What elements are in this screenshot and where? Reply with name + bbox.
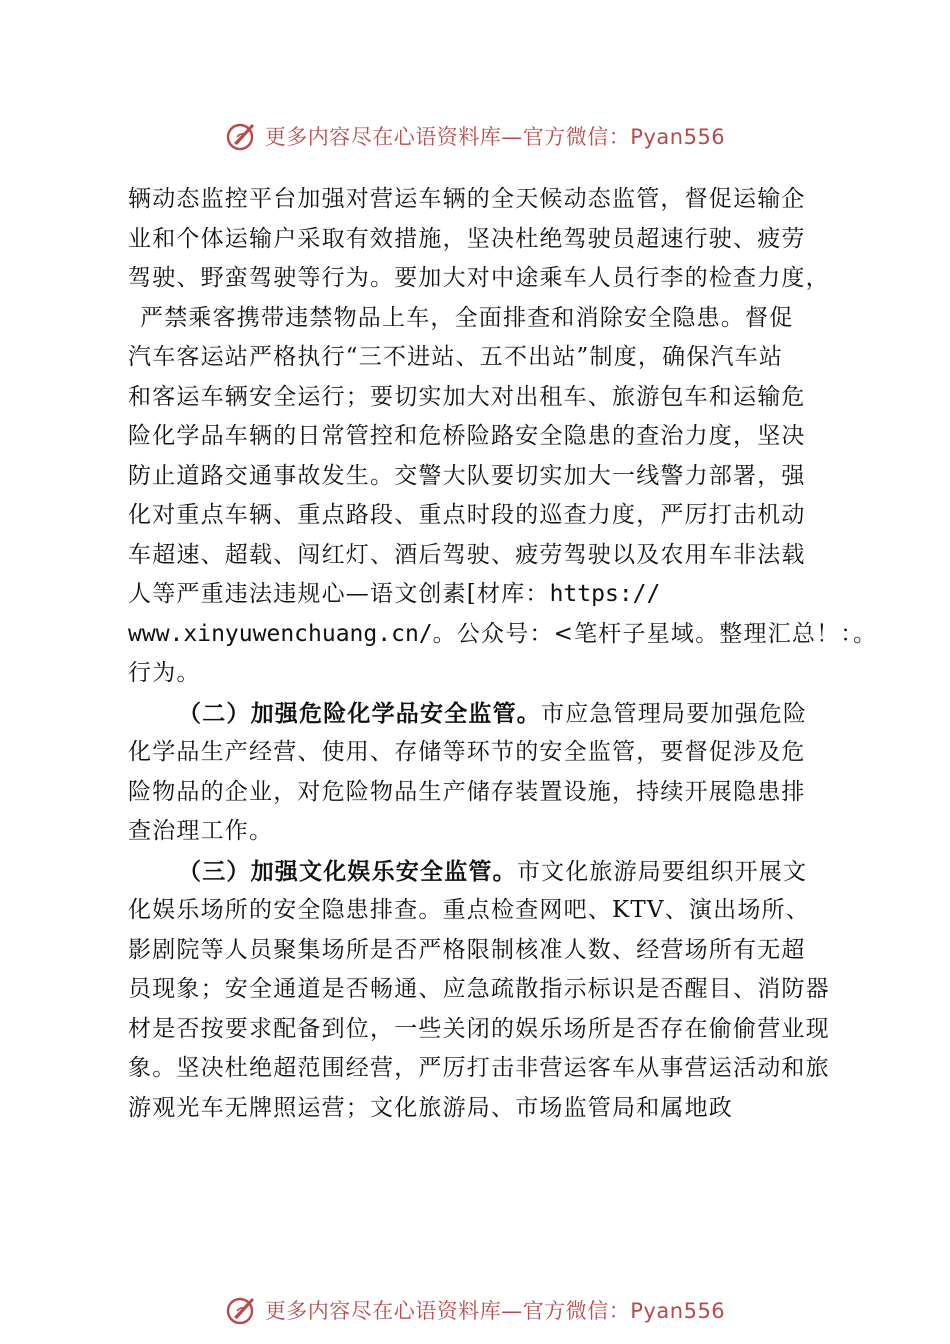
text-line: 辆动态监控平台加强对营运车辆的全天候动态监管，督促运输企 bbox=[128, 186, 806, 212]
text-line: 驾驶、野蛮驾驶等行为。要加大对中途乘车人员行李的检查力度， bbox=[128, 265, 830, 291]
text-line: 查治理工作。 bbox=[128, 818, 274, 844]
text-line: 游观光车无牌照运营；文化旅游局、市场监管局和属地政 bbox=[128, 1094, 733, 1121]
text-line: 和客运车辆安全运行；要切实加大对出租车、旅游包车和运输危 bbox=[128, 383, 806, 410]
url-segment: https:// bbox=[549, 581, 661, 607]
text-line: 汽车客运站严格执行“三不进站、五不出站”制度，确保汽车站 bbox=[128, 344, 784, 370]
banner-text: 更多内容尽在心语资料库—官方微信：Pyan556 bbox=[264, 125, 726, 149]
document-body bbox=[128, 180, 878, 1128]
section-2-first-line bbox=[128, 694, 848, 734]
text-line: 员现象；安全通道是否畅通、应急疏散指示标识是否醒目、消防器 bbox=[128, 976, 830, 1002]
section-3-first-line bbox=[128, 852, 848, 892]
text-line bbox=[128, 575, 848, 615]
text-segment: 。公众号：<笔杆子星域。整理汇总！：。 bbox=[432, 620, 878, 647]
quill-logo-icon bbox=[225, 119, 259, 153]
footer-banner bbox=[0, 1290, 950, 1330]
text-line: 化对重点车辆、重点路段、重点时段的巡查力度，严厉打击机动 bbox=[128, 502, 806, 528]
quill-logo-icon bbox=[225, 1293, 259, 1327]
text-line: 影剧院等人员聚集场所是否严格限制核准人数、经营场所有无超 bbox=[128, 936, 806, 963]
text-segment: 市文化旅游局要组织开展文 bbox=[516, 858, 808, 885]
text-line: 象。坚决杜绝超范围经营，严厉打击非营运客车从事营运活动和旅 bbox=[128, 1055, 830, 1081]
section-2-heading: （二）加强危险化学品安全监管。 bbox=[178, 699, 541, 727]
text-line: 车超速、超载、闯红灯、酒后驾驶、疲劳驾驶以及农用车非法载 bbox=[128, 541, 806, 568]
text-line: 严禁乘客携带违禁物品上车，全面排查和消除安全隐患。督促 bbox=[140, 304, 794, 331]
text-line: 化娱乐场所的安全隐患排查。重点检查网吧、KTV、演出场所、 bbox=[128, 897, 810, 923]
banner-text: 更多内容尽在心语资料库—官方微信：Pyan556 bbox=[264, 1299, 726, 1323]
text-line: 行为。 bbox=[128, 660, 201, 686]
text-line: 材是否按要求配备到位，一些关闭的娱乐场所是否存在偷偷营业现 bbox=[128, 1015, 830, 1042]
text-line: 险化学品车辆的日常管控和危桥险路安全隐患的查治力度，坚决 bbox=[128, 423, 806, 449]
text-line: 业和个体运输户采取有效措施，坚决杜绝驾驶员超速行驶、疲劳 bbox=[128, 225, 806, 252]
url-segment: www.xinyuwenchuang.cn/ bbox=[128, 620, 433, 647]
text-line: 化学品生产经营、使用、存储等环节的安全监管，要督促涉及危 bbox=[128, 739, 806, 765]
header-banner bbox=[0, 116, 950, 156]
section-3-heading: （三）加强文化娱乐安全监管。 bbox=[178, 857, 517, 885]
text-segment: 人等严重违法违规心—语文创素[材库： bbox=[128, 581, 550, 607]
text-line: 险物品的企业，对危险物品生产储存装置设施，持续开展隐患排 bbox=[128, 778, 806, 805]
text-line: 防止道路交通事故发生。交警大队要切实加大一线警力部署，强 bbox=[128, 462, 806, 489]
text-line bbox=[128, 615, 878, 655]
text-segment: 市应急管理局要加强危险 bbox=[541, 700, 808, 727]
